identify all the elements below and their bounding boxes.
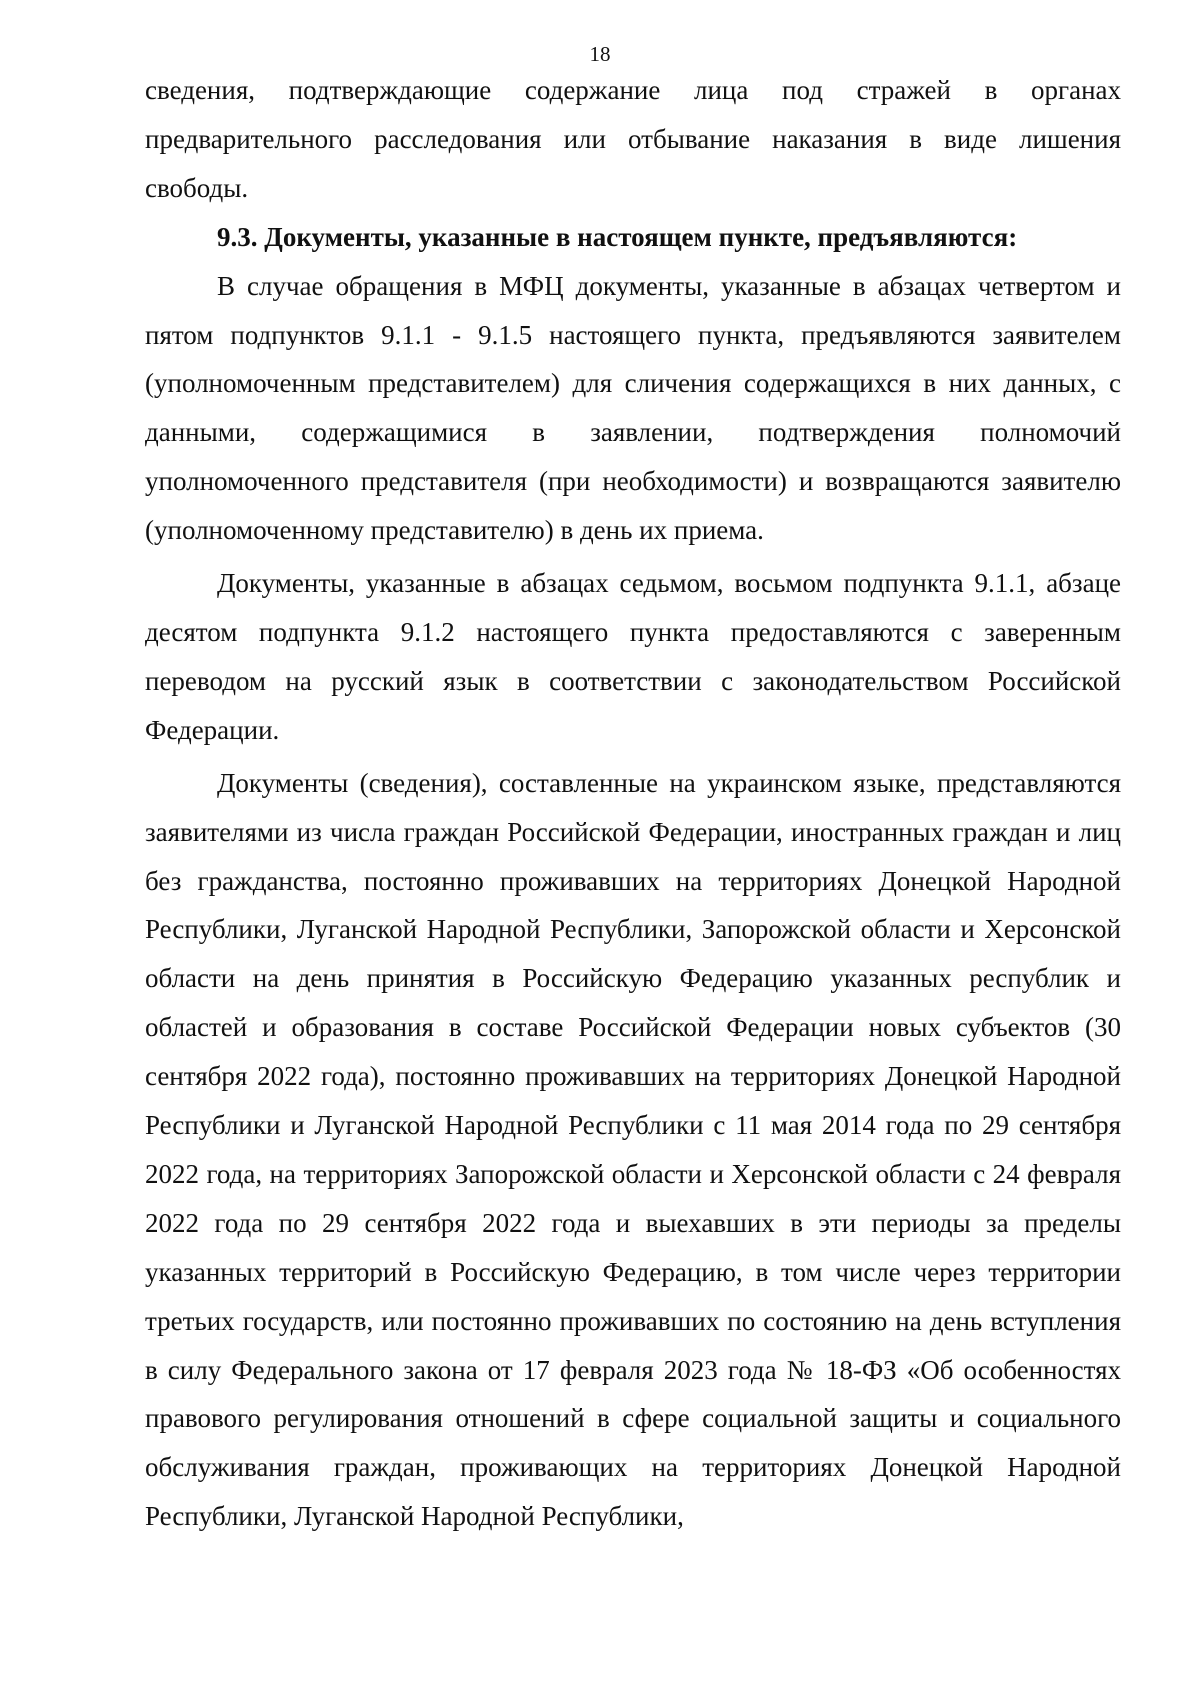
paragraph-continuation: сведения, подтверждающие содержание лица под стражей в органах предварительного расследования или отбывание наказания в виде лишения свободы. <box>145 75 1121 203</box>
document-body <box>145 66 1121 1541</box>
page-number: 18 <box>589 42 611 66</box>
paragraph: Документы, указанные в абзацах седьмом, восьмом подпункта 9.1.1, абзаце десятом подпункта 9.1.2 настоящего пункта предоставляются с заверенным переводом на русский язык в соответствии с законодательством Российской Федерации. <box>145 568 1121 745</box>
section-heading: 9.3. Документы, указанные в настоящем пункте, предъявляются: <box>217 221 1018 252</box>
paragraph: В случае обращения в МФЦ документы, указанные в абзацах четвертом и пятом подпунктов 9.1.1 - 9.1.5 настоящего пункта, предъявляются заявителем (уполномоченным представителем) для сличения содержащихся в них данных, с данными, содержащимися в заявлении, подтверждения полномочий уполномоченного представителя (при необходимости) и возвращаются заявителю (уполномоченному представителю) в день их приема. <box>145 270 1121 546</box>
paragraph: Документы (сведения), составленные на украинском языке, представляются заявителями из числа граждан Российской Федерации, иностранных граждан и лиц без гражданства, постоянно проживавших на территориях Донецкой Народной Республики, Луганской Народной Республики, Запорожской области и Херсонской области на день принятия в Российскую Федерацию указанных республик и областей и образования в составе Российской Федерации новых субъектов (30 сентября 2022 года), постоянно проживавших на территориях Донецкой Народной Республики и Луганской Народной Республики с 11 мая 2014 года по 29 сентября 2022 года, на территориях Запорожской области и Херсонской области с 24 февраля 2022 года по 29 сентября 2022 года и выехавших в эти периоды за пределы указанных территорий в Российскую Федерацию, в том числе через территории третьих государств, или постоянно проживавших по состоянию на день вступления в силу Федерального закона от 17 февраля 2023 года № 18-ФЗ «Об особенностях правового регулирования отношений в сфере социальной защиты и социального обслуживания граждан, проживающих на территориях Донецкой Народной Республики, Луганской Народной Республики, <box>145 767 1121 1532</box>
